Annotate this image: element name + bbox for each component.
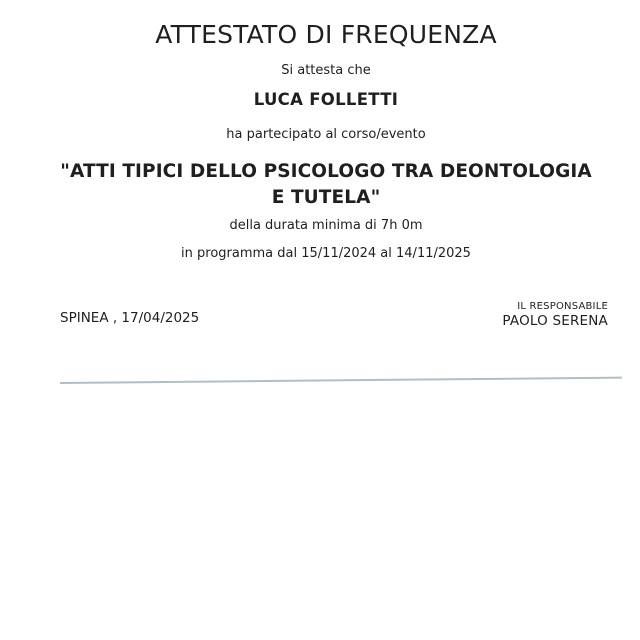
course-title-line-2: E TUTELA" <box>271 187 381 208</box>
certificate-title: ATTESTATO DI FREQUENZA <box>155 20 497 49</box>
recipient-name: LUCA FOLLETTI <box>253 90 399 109</box>
duration-line: della durata minima di 7h 0m <box>229 218 423 233</box>
signer-block <box>502 301 608 329</box>
schedule-line: in programma dal 15/11/2024 al 14/11/2025 <box>181 246 471 261</box>
course-title <box>14 159 638 211</box>
participation-line: ha partecipato al corso/evento <box>226 127 426 142</box>
course-title-line-1: "ATTI TIPICI DELLO PSICOLOGO TRA DEONTOLOGIA <box>60 161 592 182</box>
place-date: SPINEA , 17/04/2025 <box>60 310 200 326</box>
attest-line: Si attesta che <box>281 63 371 78</box>
signer-role: IL RESPONSABILE <box>517 301 608 312</box>
signer-name: PAOLO SERENA <box>502 313 608 329</box>
signature-line <box>60 377 622 384</box>
